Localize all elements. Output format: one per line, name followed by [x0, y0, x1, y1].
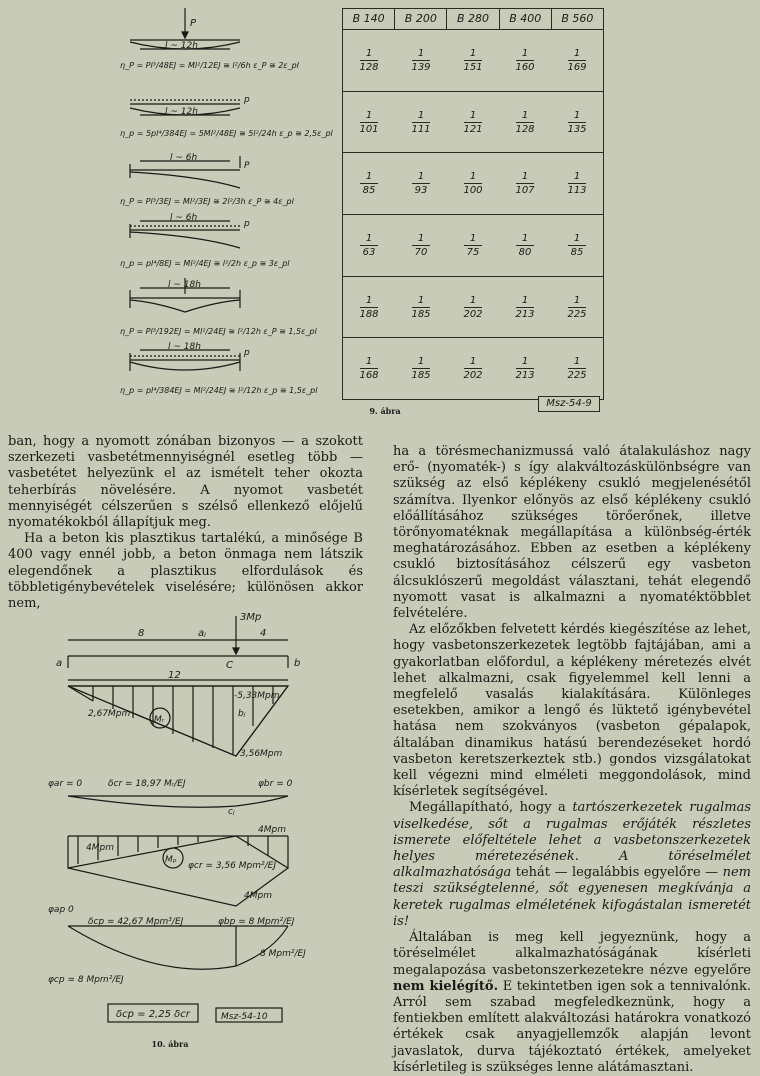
table-header: B 280 [446, 8, 498, 30]
fraction-bar [516, 60, 534, 61]
fig10-bj: bⱼ [238, 709, 246, 719]
fig9-formula-1: η_P = Pl³/48EJ = Ml²/12EJ ≅ l²/6h ε_P ≅ 2ε_pl [120, 61, 299, 70]
table-row [343, 214, 603, 276]
fraction-numerator: 1 [469, 109, 477, 121]
fraction-denominator: 135 [567, 123, 587, 135]
table-cell [447, 215, 499, 276]
fraction-denominator: 85 [362, 185, 376, 197]
fig10-mr: Mᵣ [154, 715, 165, 725]
fig9-span-5: l ~ 18h [168, 280, 201, 290]
table-row [343, 276, 603, 338]
fig10-m-left: 2,67Mpm [88, 709, 131, 719]
table-cell [447, 153, 499, 214]
fraction-numerator: 1 [365, 47, 373, 59]
fig10-m-right-bottom: 3,56Mpm [240, 749, 283, 759]
fig10-dim-left: 8 [138, 628, 145, 639]
table-cell [343, 92, 395, 153]
fraction-numerator: 1 [365, 232, 373, 244]
emphasis: nem teszi szükségtelenné, sőt egyenesen megkívánja a keretek rugalmas elméletének kifogástalan ismeretét is! [393, 865, 751, 929]
fig9-load-4: p [244, 219, 250, 229]
table-cell [343, 30, 395, 91]
fraction-denominator: 213 [515, 370, 535, 382]
figure9-code: Msz-54-9 [538, 396, 600, 412]
fraction-numerator: 1 [469, 171, 477, 183]
table-cell [395, 215, 447, 276]
text-run: Általában is meg kell jegyeznünk, hogy a töréselmélet alkalmazhatóságának kísérleti megalapozása vasbetonszerkezetekre nézve egyelőre [393, 930, 751, 978]
fraction-denominator: 225 [567, 370, 587, 382]
fraction-bar [568, 307, 586, 308]
fraction-denominator: 85 [570, 246, 584, 258]
fig9-formula-3: η_P = Pl³/3EJ = Ml²/3EJ ≅ 2l²/3h ε_P ≅ 4ε_pl [120, 197, 294, 206]
table-cell [551, 153, 603, 214]
table-cell [499, 92, 551, 153]
fraction-bar [412, 245, 430, 246]
fraction-numerator: 1 [417, 294, 425, 306]
text-column-left [8, 434, 363, 612]
figure10-diagram [48, 606, 328, 1026]
fraction-bar [464, 245, 482, 246]
emphasis: tartószerkezetek rugalmas viselkedése, sőt a rugalmas erőjáték részletes ismerete előfeltétele lehet a vasbetonszerkezetek helyes méretezésének. A töréselmélet alkalmazhatósága [393, 800, 751, 881]
table-cell [551, 338, 603, 399]
fig10-phi-cr: φcr = 3,56 Mpm²/EJ [188, 861, 276, 871]
fraction-denominator: 202 [463, 370, 483, 382]
table-cell [343, 277, 395, 338]
table-cell [343, 338, 395, 399]
fig9-span-2: l ~ 12h [165, 107, 198, 117]
fraction-bar [516, 183, 534, 184]
fraction-numerator: 1 [573, 356, 581, 368]
fig10-b: b [294, 658, 301, 669]
fraction-denominator: 101 [359, 123, 379, 135]
fig10-dim-right: 4 [260, 628, 267, 639]
fig9-span-3: l ~ 6h [170, 153, 198, 163]
table-header: B 400 [499, 8, 551, 30]
fig9-load-2: p [244, 95, 250, 105]
fraction-denominator: 160 [515, 61, 535, 73]
fraction-numerator: 1 [365, 356, 373, 368]
table-header: B 560 [551, 8, 604, 30]
figure10-caption: 10. ábra [151, 1039, 189, 1049]
table-header: B 200 [394, 8, 446, 30]
fig10-phi-ap: φap 0 [48, 905, 74, 915]
fraction-numerator: 1 [573, 294, 581, 306]
table-row [343, 152, 603, 214]
fraction-bar [412, 307, 430, 308]
fraction-denominator: 213 [515, 308, 535, 320]
fraction-bar [412, 60, 430, 61]
fraction-bar [568, 60, 586, 61]
fig9-load-label: P [190, 18, 197, 29]
fraction-bar [464, 122, 482, 123]
fraction-denominator: 169 [567, 61, 587, 73]
fraction-denominator: 128 [359, 61, 379, 73]
fraction-numerator: 1 [521, 294, 529, 306]
fraction-bar [516, 245, 534, 246]
fraction-numerator: 1 [417, 232, 425, 244]
fig10-m4-right: 4Mpm [258, 825, 286, 835]
fig10-phi-br: φbr = 0 [258, 779, 293, 789]
fraction-denominator: 70 [414, 246, 428, 258]
fig10-phi-ar: φar = 0 [48, 779, 83, 789]
figure9-table [342, 8, 604, 400]
paragraph: Az előzőkben felvetett kérdés kiegészítése az lehet, hogy vasbetonszerkezetek legtöbb fajtájában, ami a gyakorlatban előfordul, a képlékeny méretezés elvét lehet alkalmazni, csak figyelemmel kell lenni a megfelelő vasalás kialakítására. Különleges esetekben, amikor a lengő és lüktető igénybevétel hatása nem szokványos (vasbeton gépalapok, általában dinamikus hatású berendezéseket hordó vasbeton keretszerkeztek stb.) gondos vizsgálatokat kell végezni mind elméleti meggondolások, mind kísérletek segítségével. [393, 622, 751, 800]
table-body [342, 30, 604, 400]
fraction-denominator: 202 [463, 308, 483, 320]
fraction-numerator: 1 [417, 171, 425, 183]
fraction-denominator: 188 [359, 308, 379, 320]
fig9-formula-5: η_P = Pl³/192EJ = Ml²/24EJ ≅ l²/12h ε_P ≅ 1,5ε_pl [120, 327, 317, 336]
fig10-delta-cr: δcr = 18,97 Mᵣ/EJ [108, 779, 186, 789]
table-row [343, 337, 603, 399]
fig9-formula-6: η_p = pl⁴/384EJ = Ml²/24EJ ≅ l²/12h ε_p ≅ 1,5ε_pl [120, 386, 318, 395]
fraction-numerator: 1 [573, 47, 581, 59]
fig9-formula-2: η_p = 5pl⁴/384EJ = 5Ml²/48EJ ≅ 5l²/24h ε_p ≅ 2,5ε_pl [120, 129, 333, 138]
table-header-row [342, 8, 604, 30]
fraction-bar [360, 368, 378, 369]
fig10-delta-cp: δcp = 42,67 Mpm³/EJ [88, 917, 184, 927]
fraction-bar [516, 122, 534, 123]
fraction-numerator: 1 [469, 232, 477, 244]
fraction-numerator: 1 [573, 232, 581, 244]
fig9-span-4: l ~ 6h [170, 213, 198, 223]
fraction-denominator: 75 [466, 246, 480, 258]
fraction-denominator: 63 [362, 246, 376, 258]
fraction-denominator: 113 [567, 185, 587, 197]
fraction-bar [360, 60, 378, 61]
fraction-denominator: 100 [463, 185, 483, 197]
fraction-numerator: 1 [573, 171, 581, 183]
fraction-numerator: 1 [365, 109, 373, 121]
fig10-phi-b8: 8 Mpm²/EJ [260, 949, 306, 959]
fraction-denominator: 168 [359, 370, 379, 382]
text-run: E tekintetben igen sok a tennivalónk. Arról sem szabad megfeledkeznünk, hogy a fentiekben említett alakváltozási határokra vonatkozó értékek csak anyagjellemzők alapján levont javaslatok, durva tájékoztató értékek, amelyeket kísérletileg is szükséges lenne alátámasztani. [393, 978, 751, 1075]
paragraph: ban, hogy a nyomott zónában bizonyos — a szokott szerkezeti vasbetétmennyiségnél esetleg több — vasbetétet helyezünk el az ismételt teher okozta teherbírás növelésére. A nyomot vasbetét mennyiségét célszerűen s szélső ellenkező előjelű nyomatékokból állapítjuk meg. [8, 434, 363, 531]
table-row [343, 91, 603, 153]
fraction-bar [568, 122, 586, 123]
fraction-bar [464, 183, 482, 184]
fig10-a: a [56, 658, 63, 669]
fig9-formula-4: η_p = pl⁴/8EJ = Ml²/4EJ ≅ l²/2h ε_p ≅ 3ε_pl [120, 259, 290, 268]
table-cell [551, 30, 603, 91]
fraction-numerator: 1 [573, 109, 581, 121]
table-cell [499, 277, 551, 338]
fraction-bar [568, 245, 586, 246]
fraction-denominator: 185 [411, 308, 431, 320]
fraction-numerator: 1 [365, 294, 373, 306]
fig10-phi-bp: φbp = 8 Mpm²/EJ [218, 917, 295, 927]
fig9-load-3: P [244, 161, 250, 171]
fraction-numerator: 1 [521, 356, 529, 368]
fig10-m-right-top: -5,33Mpm [234, 691, 280, 701]
fig10-dim-total: 12 [168, 670, 181, 681]
fraction-denominator: 185 [411, 370, 431, 382]
fraction-bar [360, 183, 378, 184]
fig9-load-6: p [244, 348, 250, 358]
table-cell [499, 215, 551, 276]
fraction-denominator: 139 [411, 61, 431, 73]
fig10-m4-left: 4Mpm [86, 843, 114, 853]
table-cell [395, 30, 447, 91]
paragraph [393, 930, 751, 1076]
fraction-numerator: 1 [521, 47, 529, 59]
fig9-span-6: l ~ 18h [168, 342, 201, 352]
fraction-bar [412, 183, 430, 184]
fraction-denominator: 225 [567, 308, 587, 320]
table-cell [499, 338, 551, 399]
fraction-bar [360, 122, 378, 123]
fraction-bar [360, 307, 378, 308]
fraction-bar [412, 368, 430, 369]
fig10-result: δcp = 2,25 δcr [116, 1009, 190, 1020]
fraction-numerator: 1 [417, 356, 425, 368]
fig10-aj: aⱼ [198, 628, 206, 639]
fraction-denominator: 107 [515, 185, 535, 197]
figure9-beam-diagrams [120, 8, 335, 398]
fraction-denominator: 151 [463, 61, 483, 73]
fraction-bar [516, 307, 534, 308]
fraction-numerator: 1 [469, 294, 477, 306]
fig10-m4-bottom: 4Mpm [244, 891, 272, 901]
table-cell [343, 215, 395, 276]
fraction-numerator: 1 [417, 47, 425, 59]
table-row [343, 30, 603, 91]
fraction-numerator: 1 [469, 47, 477, 59]
fraction-bar [568, 368, 586, 369]
table-cell [395, 338, 447, 399]
table-cell [551, 215, 603, 276]
table-cell [499, 30, 551, 91]
fraction-bar [464, 60, 482, 61]
table-cell [447, 277, 499, 338]
fraction-numerator: 1 [521, 232, 529, 244]
table-cell [551, 277, 603, 338]
paragraph: ha a törésmechanizmussá való átalakuláshoz nagy erő- (nyomaték-) s így alakváltozáskülönbségre van szükség az első képlékeny csukló megjelenésétől számítva. Ilyenkor előnyös az első képlékeny csukló előállításához szükséges törőerőnek, illetve törőnyomatéknak megállapítása a különbség-érték meghatározásához. Ebben az esetben a képlékeny csukló biztosításához célszerű egy vasbeton álcsuklószerű megoldást választani, tehát elegendő nyomott vasat is alkalmazni a nyomatéktöbblet felvételére. [393, 444, 751, 622]
fig10-c: C [226, 660, 233, 671]
paragraph [393, 800, 751, 930]
fig10-cj: cⱼ [228, 807, 235, 817]
fig10-phi-cp: φcp = 8 Mpm²/EJ [48, 975, 124, 985]
fraction-bar [568, 183, 586, 184]
paragraph: Ha a beton kis plasztikus tartalékú, a minősége B 400 vagy ennél jobb, a beton önmaga nem látszik elegendőnek a plasztikus elfordulások és többletigénybevételek viselésére; különösen akkor nem, [8, 531, 363, 612]
text-run: Megállapítható, hogy a [409, 800, 573, 816]
table-cell [395, 277, 447, 338]
fig9-span-1: l ~ 12h [165, 41, 198, 51]
fraction-denominator: 128 [515, 123, 535, 135]
table-cell [447, 338, 499, 399]
fraction-numerator: 1 [469, 356, 477, 368]
bold-run: nem kielégítő. [393, 978, 499, 994]
fraction-denominator: 80 [518, 246, 532, 258]
fig10-code: Msz-54-10 [221, 1012, 268, 1022]
table-cell [343, 153, 395, 214]
fraction-denominator: 121 [463, 123, 483, 135]
table-cell [551, 92, 603, 153]
table-header: B 140 [342, 8, 394, 30]
fraction-bar [464, 307, 482, 308]
fraction-bar [412, 122, 430, 123]
fraction-numerator: 1 [365, 171, 373, 183]
fraction-denominator: 111 [411, 123, 431, 135]
text-run: tehát — legalábbis egyelőre — [511, 865, 723, 881]
table-cell [499, 153, 551, 214]
fraction-denominator: 93 [414, 185, 428, 197]
fig10-mp: Mₚ [165, 855, 177, 865]
fraction-bar [516, 368, 534, 369]
fraction-bar [464, 368, 482, 369]
text-column-right [393, 444, 751, 1076]
fraction-numerator: 1 [521, 109, 529, 121]
figure9-caption: 9. ábra [369, 406, 401, 416]
table-cell [447, 92, 499, 153]
fig10-load: 3Mp [240, 612, 262, 623]
fraction-numerator: 1 [417, 109, 425, 121]
table-cell [447, 30, 499, 91]
fraction-bar [360, 245, 378, 246]
table-cell [395, 153, 447, 214]
table-cell [395, 92, 447, 153]
fraction-numerator: 1 [521, 171, 529, 183]
